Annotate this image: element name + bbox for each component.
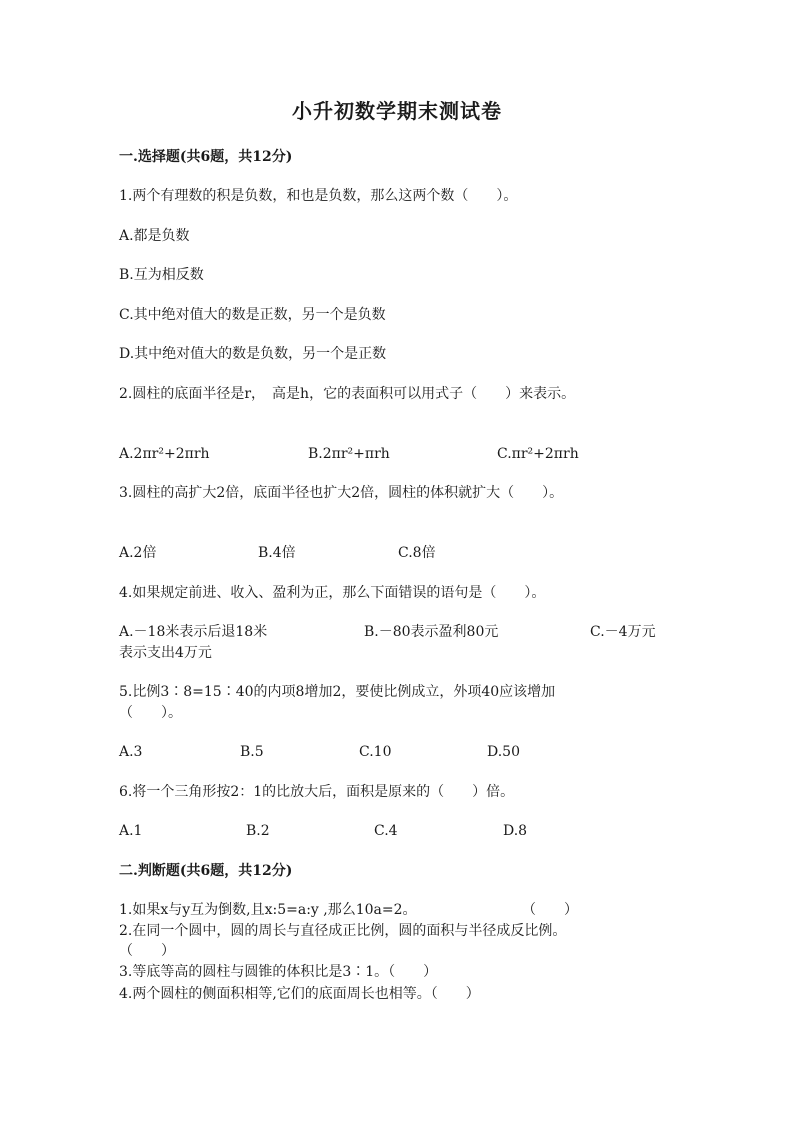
question-3-option-a: A.2倍 bbox=[119, 545, 157, 561]
question-3-option-c: C.8倍 bbox=[398, 545, 436, 561]
page-title: 小升初数学期末测试卷 bbox=[292, 99, 502, 123]
question-1-option-d: D.其中绝对值大的数是负数，另一个是正数 bbox=[119, 346, 387, 362]
question-4-option-c-continued: 表示支出4万元 bbox=[119, 645, 212, 661]
question-5-option-a: A.3 bbox=[119, 744, 143, 760]
question-3-option-b: B.4倍 bbox=[258, 545, 296, 561]
judgment-2: 2.在同一个圆中，圆的周长与直径成正比例，圆的面积与半径成反比例。 bbox=[119, 923, 567, 939]
question-5-stem: 5.比例3∶8=15∶40的内项8增加2，要使比例成立，外项40应该增加 bbox=[119, 684, 556, 700]
question-1-stem: 1.两个有理数的积是负数，和也是负数，那么这两个数（ ）。 bbox=[119, 188, 518, 204]
judgment-1-answer-blank: （ ） bbox=[522, 902, 578, 918]
question-6-option-c: C.4 bbox=[374, 823, 398, 839]
question-2-option-b: B.2πr²+πrh bbox=[308, 446, 390, 462]
question-2-option-c: C.πr²+2πrh bbox=[497, 446, 579, 462]
question-4-option-a: A.－18米表示后退18米 bbox=[119, 624, 268, 640]
question-2-stem: 2.圆柱的底面半径是r， 高是h，它的表面积可以用式子（ ）来表示。 bbox=[119, 386, 576, 402]
judgment-3: 3.等底等高的圆柱与圆锥的体积比是3∶1。（ ） bbox=[119, 964, 438, 980]
question-6-option-b: B.2 bbox=[246, 823, 270, 839]
section-heading-choice: 一.选择题(共6题，共12分) bbox=[119, 149, 293, 165]
question-1-option-c: C.其中绝对值大的数是正数，另一个是负数 bbox=[119, 307, 386, 323]
question-5-option-d: D.50 bbox=[487, 744, 520, 760]
question-4-stem: 4.如果规定前进、收入、盈利为正，那么下面错误的语句是（ ）。 bbox=[119, 585, 546, 601]
question-6-option-d: D.8 bbox=[503, 823, 528, 839]
question-6-option-a: A.1 bbox=[119, 823, 143, 839]
question-2-option-a: A.2πr²+2πrh bbox=[119, 446, 210, 462]
question-5-stem-continued: （ ）。 bbox=[119, 705, 182, 721]
judgment-1: 1.如果x与y互为倒数,且x:5=a:y ,那么10a=2。 bbox=[119, 902, 417, 918]
question-1-option-b: B.互为相反数 bbox=[119, 267, 204, 283]
question-1-option-a: A.都是负数 bbox=[119, 228, 190, 244]
question-4-option-b: B.－80表示盈利80元 bbox=[364, 624, 499, 640]
question-3-stem: 3.圆柱的高扩大2倍，底面半径也扩大2倍，圆柱的体积就扩大（ ）。 bbox=[119, 485, 564, 501]
section-heading-judgment: 二.判断题(共6题，共12分) bbox=[119, 863, 293, 879]
question-4-option-c: C.－4万元 bbox=[590, 624, 656, 640]
question-6-stem: 6.将一个三角形按2：1的比放大后，面积是原来的（ ）倍。 bbox=[119, 784, 515, 800]
judgment-4: 4.两个圆柱的侧面积相等,它们的底面周长也相等。（ ） bbox=[119, 986, 480, 1002]
question-5-option-b: B.5 bbox=[240, 744, 264, 760]
question-5-option-c: C.10 bbox=[359, 744, 392, 760]
judgment-2-answer-blank: （ ） bbox=[119, 943, 175, 959]
